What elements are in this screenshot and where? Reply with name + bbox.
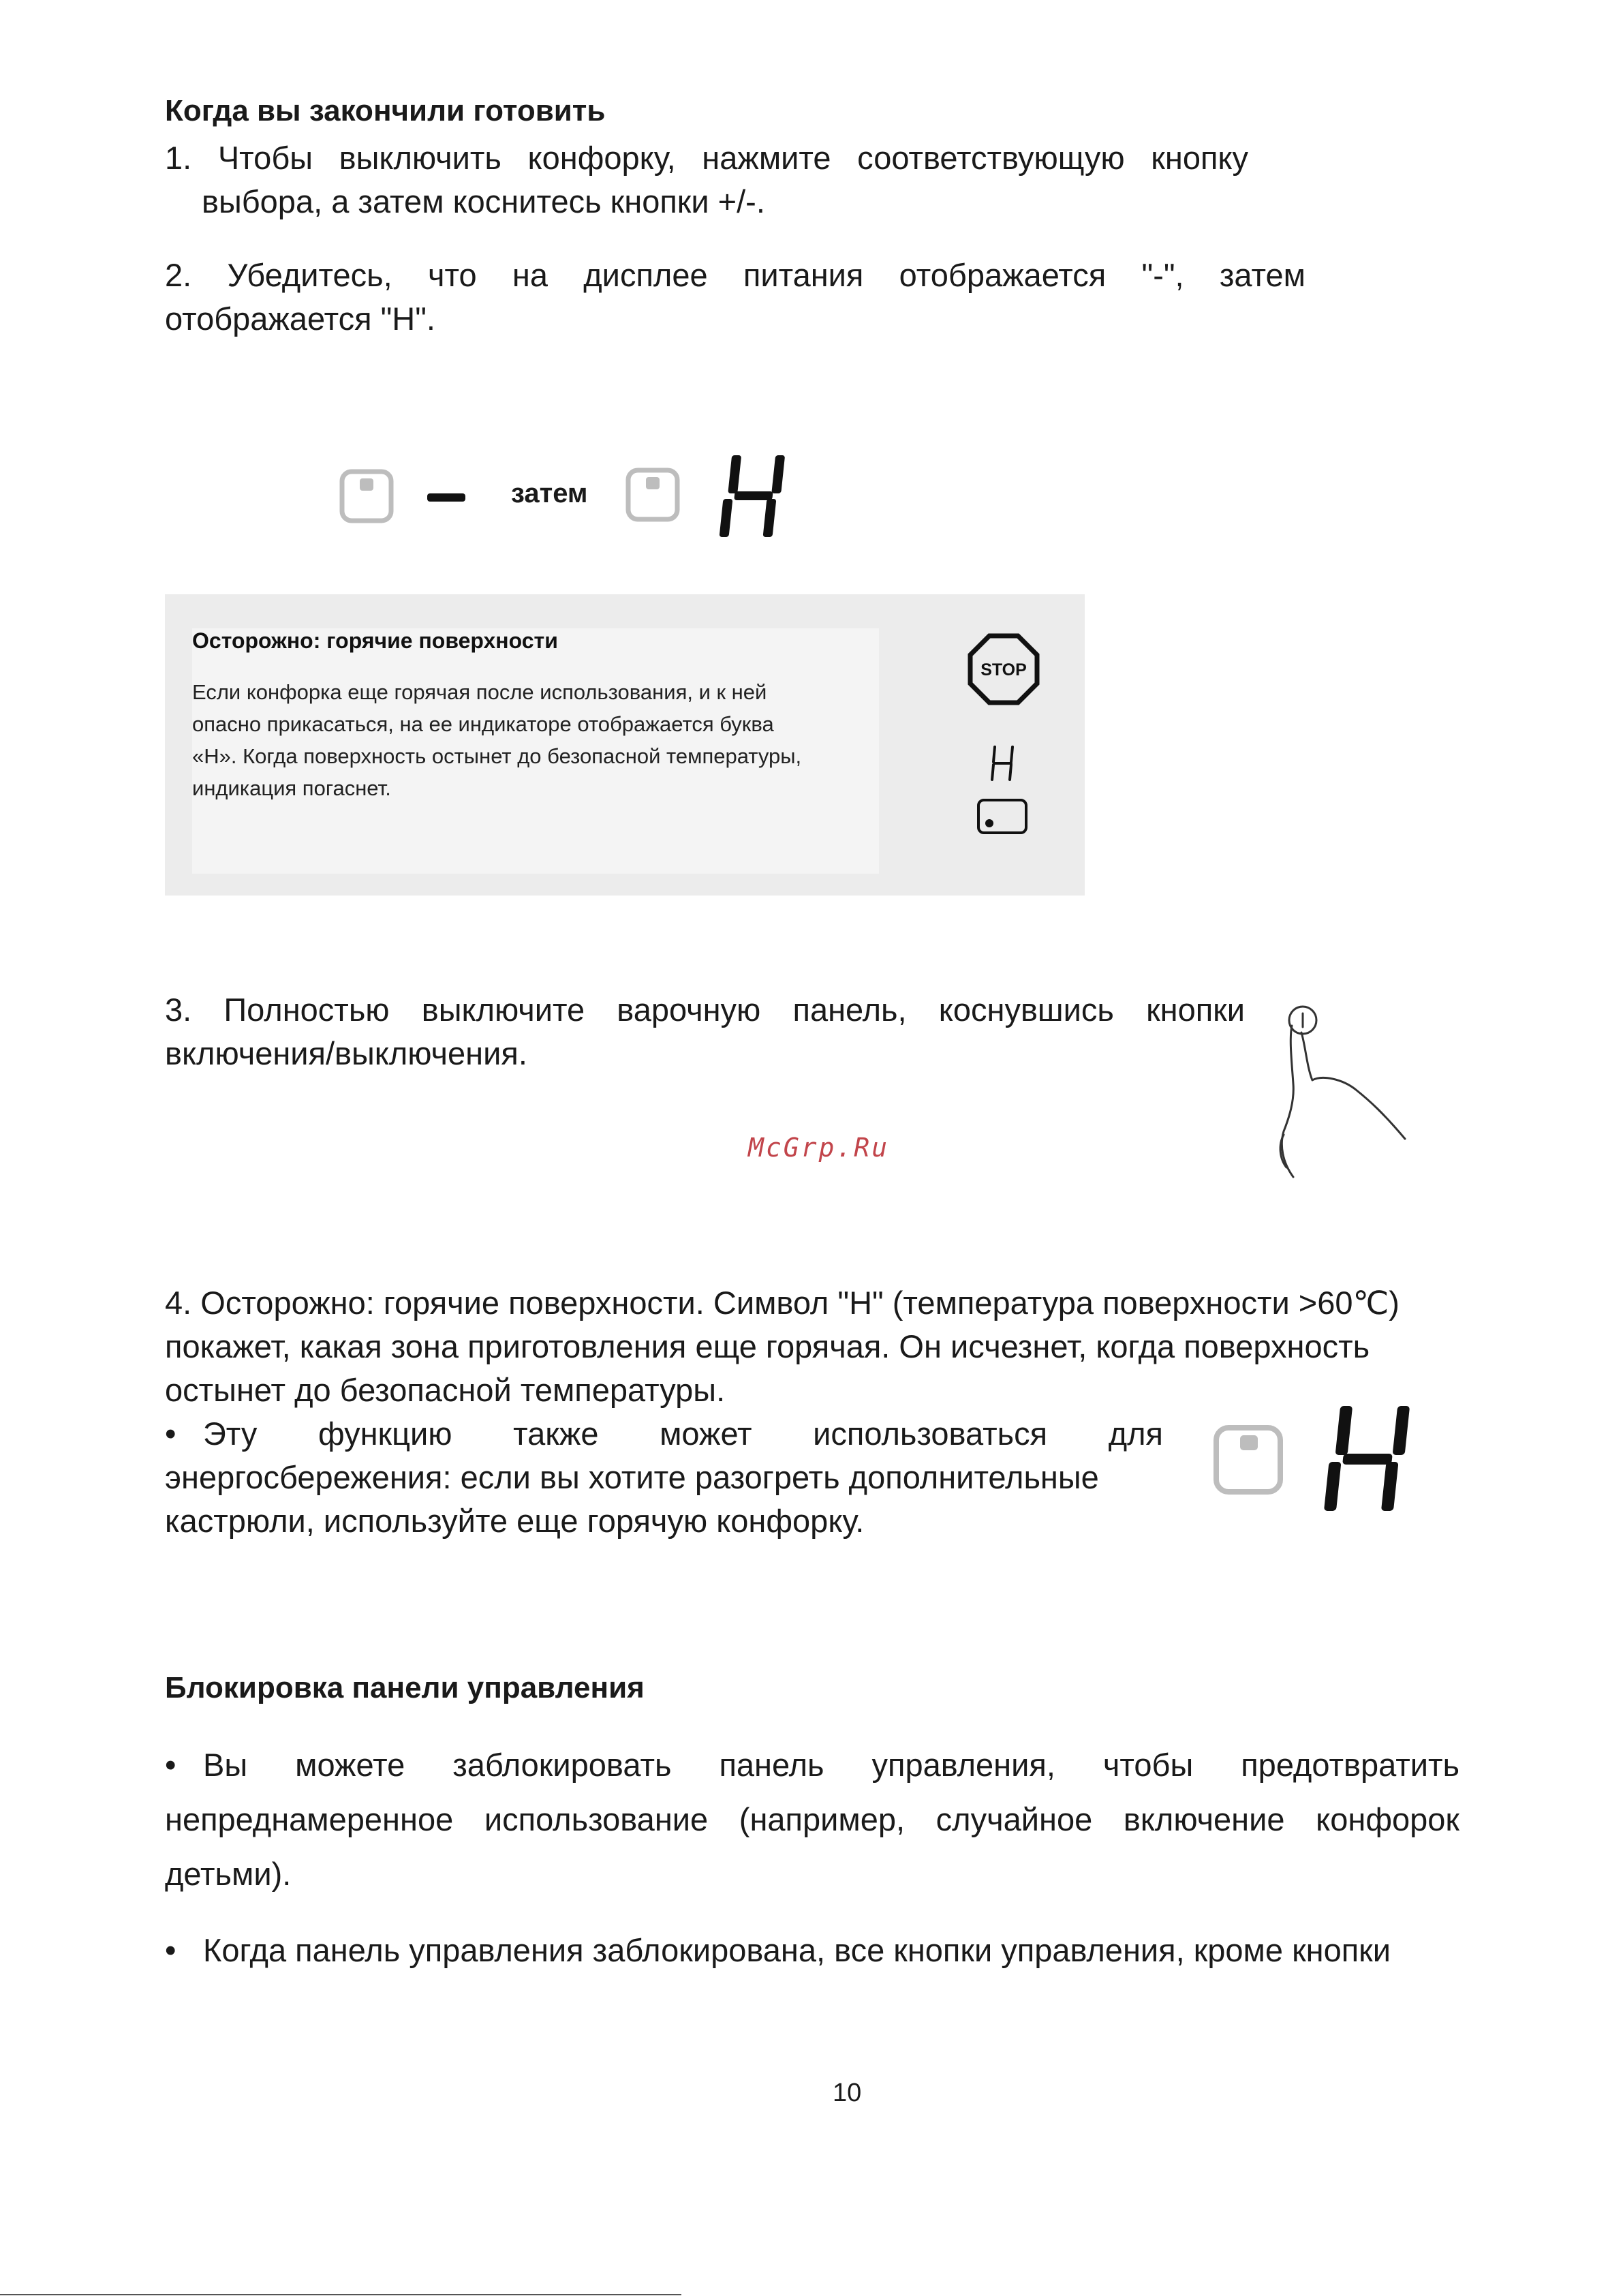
stop-sign-icon bbox=[966, 632, 1041, 707]
bullet-line: энергосбережения: если вы хотите разогреть дополнительные bbox=[165, 1459, 1099, 1495]
lock-bullet-2 bbox=[165, 1929, 1459, 1972]
step-2-line-2: отображается "H". bbox=[165, 301, 435, 337]
step-1-line-1: 1. Чтобы выключить конфорку, нажмите соответствующую кнопку bbox=[165, 140, 1248, 176]
bottom-divider bbox=[0, 2294, 681, 2295]
bullet-line: кастрюли, используйте еще горячую конфорку. bbox=[165, 1503, 865, 1539]
bullet-line: Эту функцию также может использоваться для bbox=[203, 1415, 1163, 1452]
warning-title: Осторожно: горячие поверхности bbox=[192, 628, 558, 653]
lock-bullet-1 bbox=[165, 1738, 1459, 1901]
warning-box bbox=[165, 594, 1085, 896]
step-4-bullet bbox=[165, 1412, 1163, 1543]
dash-display-icon bbox=[426, 491, 467, 504]
bullet-line: Когда панель управления заблокирована, все кнопки управления, кроме кнопки bbox=[203, 1932, 1391, 1968]
then-label: затем bbox=[511, 478, 588, 508]
finger-press-power-icon bbox=[1274, 998, 1410, 1182]
h-display-icon bbox=[719, 450, 794, 542]
h-display-icon bbox=[1322, 1400, 1417, 1516]
bullet-line: детьми). bbox=[165, 1856, 292, 1892]
step-3 bbox=[165, 988, 1245, 1075]
step-3-line-2: включения/выключения. bbox=[165, 1035, 527, 1071]
bullet-icon: • bbox=[165, 1415, 176, 1452]
step-2 bbox=[165, 254, 1305, 341]
step-3-line-1: 3. Полностью выключите варочную панель, коснувшись кнопки bbox=[165, 992, 1245, 1028]
bullet-line: непреднамеренное использование (например, случайное включение конфорок bbox=[165, 1801, 1459, 1837]
step-2-line-1: 2. Убедитесь, что на дисплее питания отображается "-", затем bbox=[165, 257, 1305, 293]
small-h-display-icon bbox=[987, 743, 1021, 784]
step-1 bbox=[165, 136, 1248, 224]
warning-text-panel bbox=[192, 628, 879, 874]
lock-section-heading: Блокировка панели управления bbox=[165, 1671, 645, 1704]
watermark: McGrp.Ru bbox=[748, 1133, 890, 1163]
warning-body bbox=[192, 676, 874, 804]
warning-line: Если конфорка еще горячая после использования, и к ней bbox=[192, 680, 767, 704]
step-4-line-1: 4. Осторожно: горячие поверхности. Символ "H" (температура поверхности >60℃) bbox=[165, 1285, 1400, 1321]
page-number: 10 bbox=[833, 2079, 862, 2107]
bullet-icon: • bbox=[165, 1747, 176, 1783]
burner-button-icon bbox=[339, 469, 394, 523]
warning-line: индикация погаснет. bbox=[192, 776, 391, 800]
warning-line: «Н». Когда поверхность остынет до безопасной температуры, bbox=[192, 744, 802, 768]
step-4-line-2: покажет, какая зона приготовления еще горячая. Он исчезнет, когда поверхность bbox=[165, 1328, 1370, 1364]
warning-line: опасно прикасаться, на ее индикаторе отображается буква bbox=[192, 712, 774, 736]
step-4-line-3: остынет до безопасной температуры. bbox=[165, 1372, 726, 1408]
burner-indicator-icon bbox=[976, 797, 1030, 838]
burner-button-icon bbox=[1213, 1424, 1284, 1495]
section-heading: Когда вы закончили готовить bbox=[165, 94, 606, 127]
bullet-line: Вы можете заблокировать панель управления, чтобы предотвратить bbox=[203, 1747, 1459, 1783]
bullet-icon: • bbox=[165, 1932, 176, 1968]
step-1-line-2: выбора, а затем коснитесь кнопки +/-. bbox=[202, 183, 765, 219]
step-4 bbox=[165, 1281, 1459, 1412]
burner-button-icon bbox=[625, 468, 680, 522]
stop-sign-label: STOP bbox=[980, 660, 1027, 679]
display-diagram bbox=[334, 443, 811, 545]
